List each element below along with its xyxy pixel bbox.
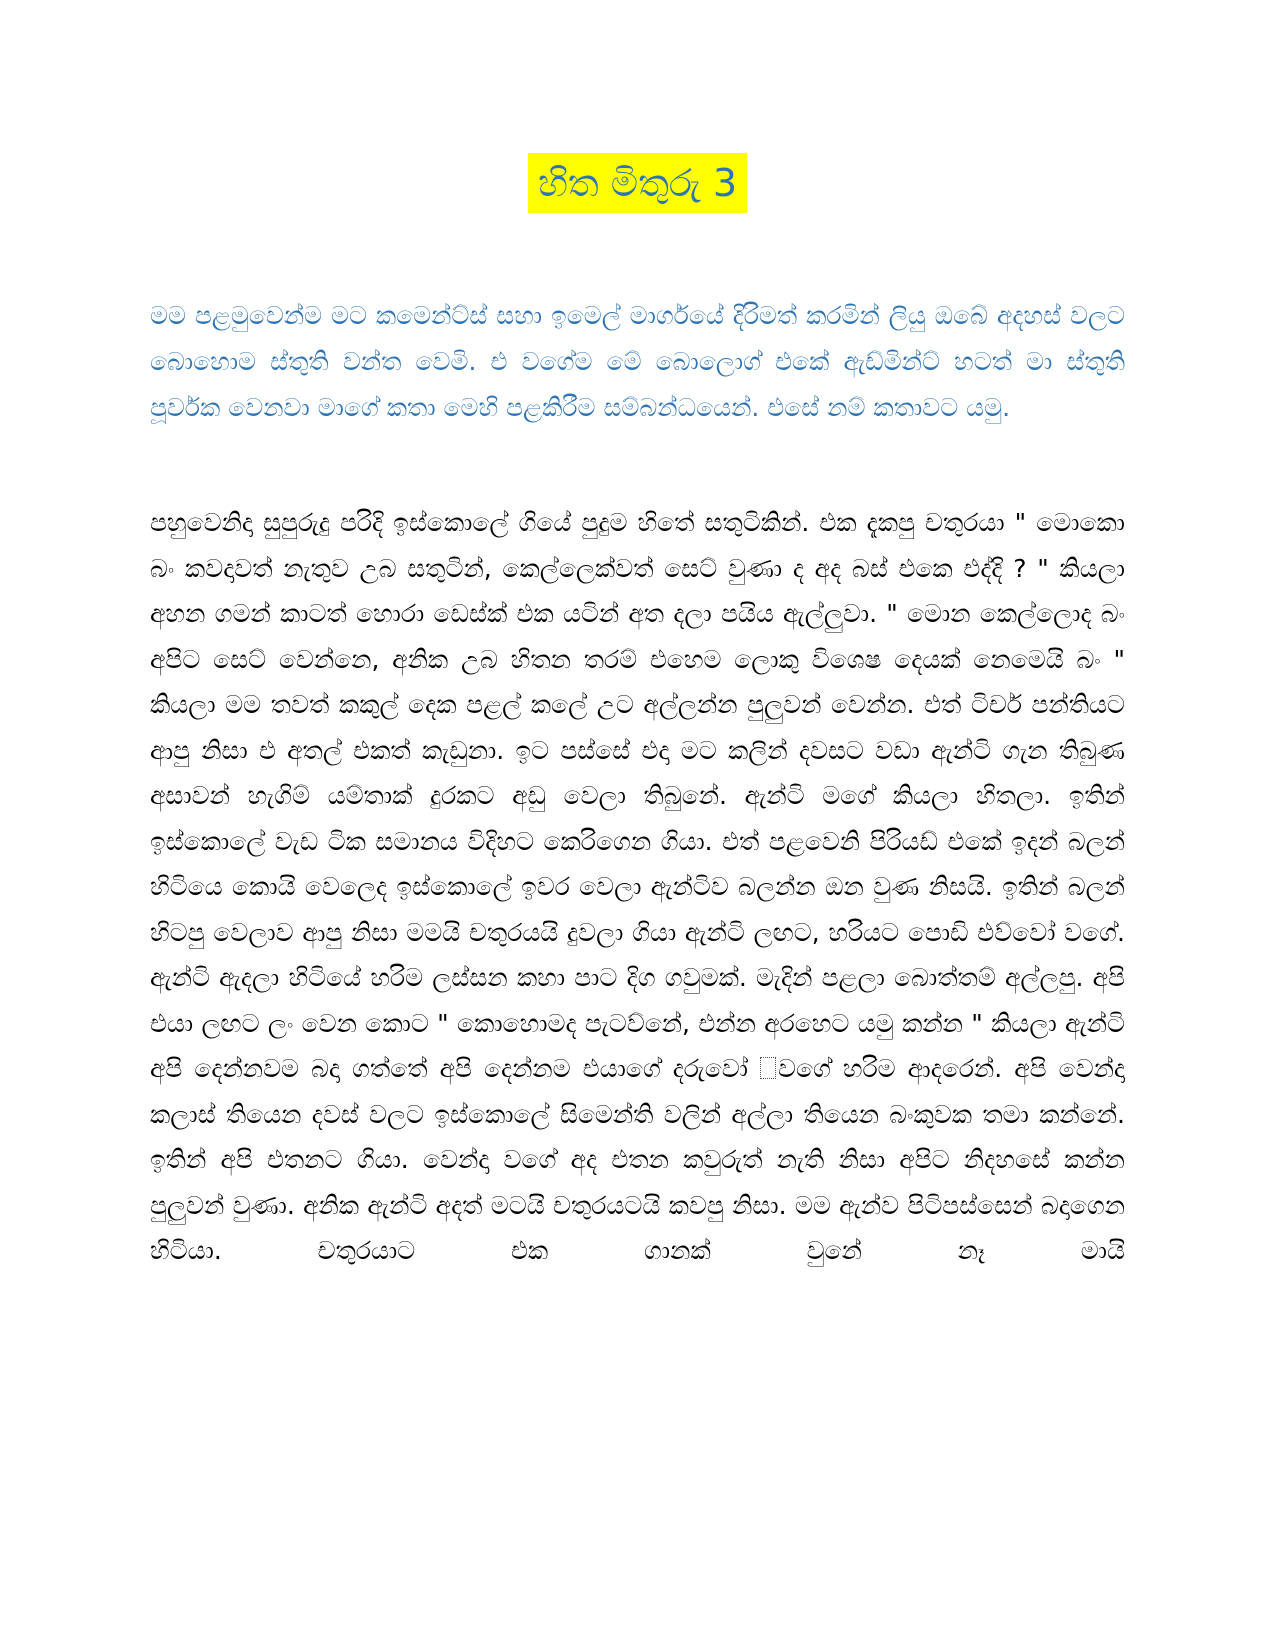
story-text-part-2: වගේ හරිම ආදරෙන්. අපි වෙන්දා කලාස් තියෙන දවස් වලට ඉස්කොලේ සිමෙන්ති වලින් අල්ලා තියෙන බංකුවක තමා කන්නේ. ඉතින් අපි එතනට ගියා. වෙන්දා වගේ අද එතන කවුරුත් නැති නිසා අපිට නිදහසේ කන්න පුලුවන් වුණා. අනික ඇන්ටි අදත් මටයි චතුරයටයි කවපු නිසා. මම ඇන්ව පිටිපස්සෙන් බදාගෙන හිටියා. චතුරයාට එක ගානක් වුනේ නෑ මායි [150, 1054, 1125, 1265]
story-paragraph [150, 500, 1125, 1274]
story-text-part-1: පහුවෙනිදා සුපුරුදු පරිදි ඉස්කොලේ ගියේ පුදුම හිතේ සතුටිකින්. එක දැකපු චතුරයා " මොකො බං කවදාවත් නැතුව උබ සතුටින්, කෙල්ලෙක්වත් සෙට් වුණා ද අද බස් එකෙ එද්දි ? " කියලා අහන ගමන් කාටත් හොරා ඩෙස්ක් එක යටින් අත දලා පයිය ඇල්ලුවා. " මොන කෙල්ලොද බං අපිට සෙට් වෙන්නෙ, අනික උබ හිතන තරම් එහෙම ලොකු විශෙෂ දෙයක් නෙමෙයි බං " කියලා මම තවත් කකුල් දෙක පළල් කලේ උට අල්ලන්න පුලුවන් වෙන්න. එත් ටිචර් පන්තියට ආපු නිසා එ අතල් එකත් කැඩුනා. ඉට පස්සේ එදා මට කලින් දවසට වඩා ඇන්ටි ගැන තිබුණ අසාවන් හැගිම් යම්තාක් දුරකට අඩු වෙලා තිබුනේ. ඇන්ටි මගේ කියලා හිතලා. ඉතින් ඉස්කොලේ වැඩ ටික සමානය විදිහට කෙරිගෙන ගියා. එත් පළවෙනි පිරියඩ් එකේ ඉදන් බලන් හිටියෙ කොයි වෙලෙද ඉස්කොලේ ඉවර වෙලා ඇන්ටිව බලන්න ඔන වුණ නිසයි. ඉතින් බලන් හිටපු වෙලාව ආපු නිසා මමයි චතුරයයි දුවලා ගියා ඇන්ටි ලඟට, හරියට පොඩි එව්වෝ වගේ. ඇන්ටි ඇදලා හිටියේ හරිම ලස්සන කහා පාට දිග ගවුමක්. මැදින් පළලා බොත්තම් අල්ලපු. අපි එයා ලඟට ලං වෙන කොට " කොහොමද පැටව්නේ, එන්න අරහෙට යමු කන්න " කියලා ඇන්ටි අපි දෙන්නවම බදා ගත්තේ අපි දෙන්නම එයාගේ දරුවෝ [150, 508, 1125, 1083]
missing-glyph-icon [760, 1057, 776, 1079]
title-container [0, 153, 1275, 213]
intro-paragraph: මම පළමුවෙන්ම මට කමෙන්ට්ස් සහා ඉමෙල් මාර්ගයේ දිරිමත් කරමින් ලියු ඔබේ අදහස් වලට බොහොම ස්තුති වන්ත වෙමි. එ වගේම මේ බොලොග් එකේ ඇඩ්මින්ට් හටත් මා ස්තුති පූර්වක වෙනවා මාගේ කතා මෙහි පළකිරීම සම්බන්ධයෙන්. එසේ නම් කතාවට යමු. [150, 301, 1125, 422]
document-title: හිත මිතුරු 3 [528, 153, 747, 213]
